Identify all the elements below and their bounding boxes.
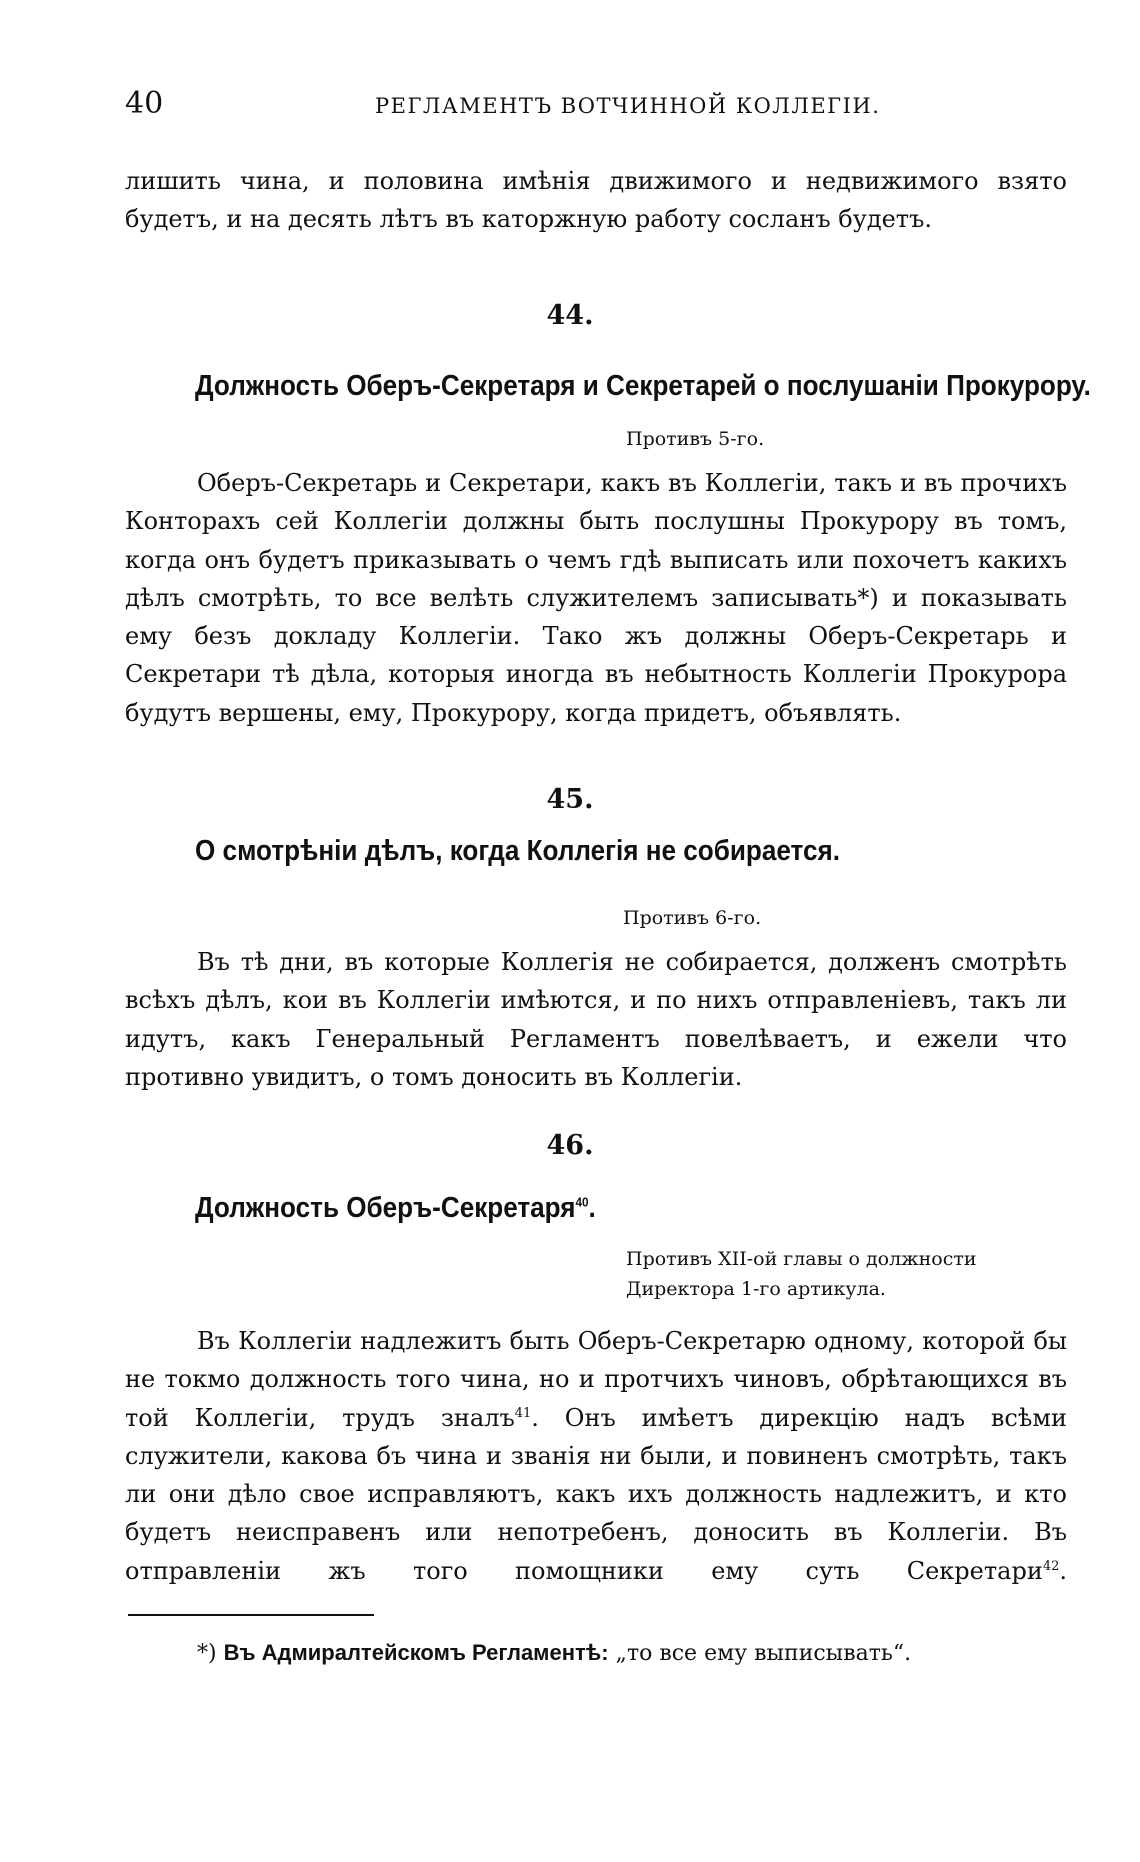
section-45-title: О смотрѣніи дѣлъ, когда Коллегія не собирается.: [195, 835, 840, 867]
intro-paragraph: лишить чина, и половина имѣнія движимого и недвижимого взято будетъ, и на десять лѣтъ въ каторжную работу сосланъ будетъ.: [125, 167, 1067, 234]
section-44-body-text: Оберъ-Секретарь и Секретари, какъ въ Коллегіи, такъ и въ прочихъ Конторахъ сей Коллегіи должны быть послушны Прокурору въ томъ, когда онъ будетъ приказывать о чемъ гдѣ выписать или похочетъ какихъ дѣлъ смотрѣть, то все велѣть служителемъ записывать*) и показывать ему безъ докладу Коллегіи. Тако жъ должны Оберъ-Секретарь и Секретари тѣ дѣла, которыя иногда въ небытность Коллегіи Прокурора будутъ вершены, ему, Прокурору, когда придетъ, объявлять.: [125, 469, 1067, 727]
section-46-title: Должность Оберъ-Секретаря$^{40}$.: [195, 1192, 596, 1224]
section-46-body-end: .: [1059, 1556, 1067, 1585]
section-46-body-cont: . Онъ имѣетъ дирекцію надъ всѣми служители, какова бъ чина и званія ни были, и повиненъ смотрѣть, такъ ли они дѣло свое исправляютъ, какъ ихъ должность надлежитъ, и кто будетъ неисправенъ или непотребенъ, доносить въ Коллегіи. Въ отправленіи жъ того помощники ему суть Секретари: [125, 1403, 1068, 1585]
section-46-body: [125, 1322, 1067, 1590]
footnote: [197, 1640, 911, 1666]
section-46-title-text: Должность Оберъ-Секретаря: [195, 1192, 576, 1224]
section-46-number: 46.: [546, 1130, 594, 1161]
section-46-title-note: 40: [575, 1194, 589, 1210]
section-45-body-text: Въ тѣ дни, въ которые Коллегія не собирается, долженъ смотрѣть всѣхъ дѣлъ, кои въ Коллегіи имѣются, и по нихъ отправленіевъ, такъ ли идутъ, какъ Генеральный Регламентъ повелѣваетъ, и ежели что противно увидитъ, о томъ доносить въ Коллегіи.: [125, 948, 1067, 1091]
note-42: 42: [1042, 1558, 1060, 1574]
section-44-title: Должность Оберъ-Секретаря и Секретарей о послушаніи Прокурору.: [195, 370, 1091, 402]
section-46-reference-line-2: Директора 1-го артикула.: [626, 1278, 886, 1300]
section-44-reference: Противъ 5-го.: [626, 428, 765, 450]
section-46-body-text: Въ Коллегіи надлежитъ быть Оберъ-Секретарю одному, которой бы не токмо должность того чина, но и протчихъ чиновъ, обрѣтающихся въ той Коллегіи, трудъ зналъ: [125, 1327, 1067, 1432]
section-44-number: 44.: [546, 300, 594, 331]
section-45-body: [125, 943, 1067, 1096]
footnote-text: „то все ему выписывать“.: [615, 1641, 912, 1666]
section-45-reference: Противъ 6-го.: [623, 907, 762, 929]
running-head: РЕГЛАМЕНТЪ ВОТЧИННОЙ КОЛЛЕГІИ.: [375, 94, 881, 118]
footnote-label: Въ Адмиралтейскомъ Регламентѣ:: [223, 1640, 609, 1665]
section-45-number: 45.: [546, 784, 594, 815]
section-46-reference-line-1: Противъ XII-ой главы о должности: [626, 1248, 977, 1270]
section-44-body: [125, 464, 1067, 732]
footnote-marker: *): [197, 1641, 217, 1666]
footnote-rule: [128, 1614, 374, 1616]
note-41: 41: [514, 1405, 532, 1421]
page-number: 40: [125, 86, 164, 121]
page-header: [125, 86, 1065, 122]
